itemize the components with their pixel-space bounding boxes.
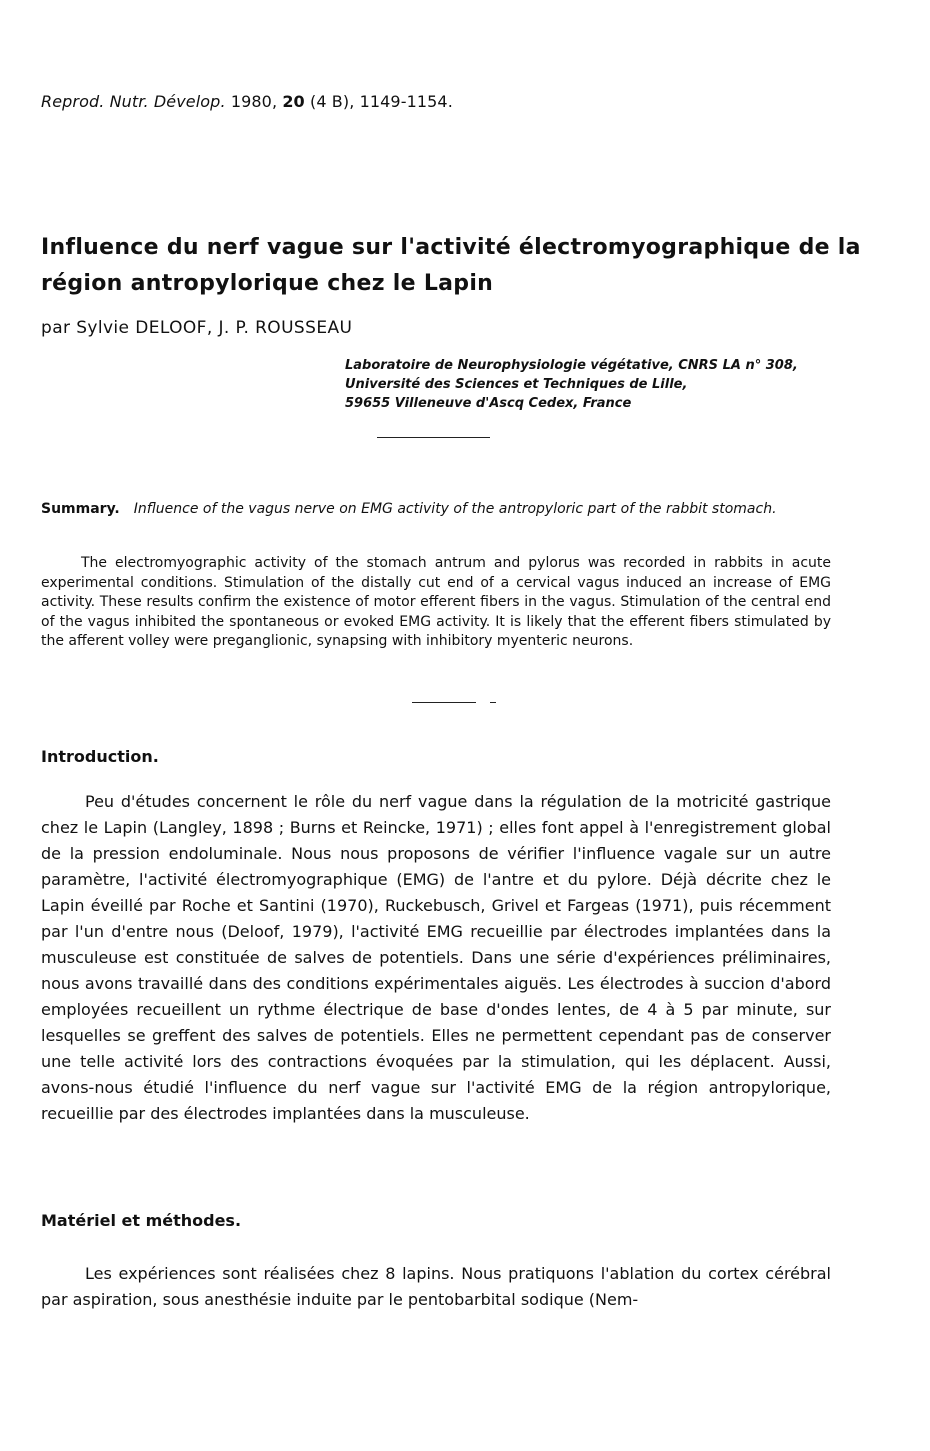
affiliation-line-1: Laboratoire de Neurophysiologie végétative, CNRS LA n° 308, [345,358,798,373]
journal-name: Reprod. Nutr. Dévelop. [41,92,226,111]
introduction-body: Peu d'études concernent le rôle du nerf vague dans la régulation de la motricité gastrique chez le Lapin (Langley, 1898 ; Burns et Reincke, 1971) ; elles font appel à l'enregistrement global de la pression endoluminale. Nous nous proposons de vérifier l'influence vagale sur un autre paramètre, l'activité électromyographique (EMG) de l'antre et du pylore. Déjà décrite chez le Lapin éveillé par Roche et Santini (1970), Ruckebusch, Grivel et Fargeas (1971), puis récemment par l'un d'entre nous (Deloof, 1979), l'activité EMG recueillie par électrodes implantées dans la musculeuse est constituée de salves de potentiels. Dans une série d'expériences préliminaires, nous avons travaillé dans des conditions expérimentales aiguës. Les électrodes à succion d'abord employées recueillent un rythme électrique de base d'ondes lentes, de 4 à 5 par minute, sur lesquelles se greffent des salves de potentiels. Elles ne permettent cependant pas de conserver une telle activité lors des contractions évoquées par la stimulation, qui les déplacent. Aussi, avons-nous étudié l'influence du nerf vague sur l'activité EMG de la région antropylorique, recueillie par des électrodes implantées dans la musculeuse. [41,792,831,1123]
separator-rule [412,702,476,703]
methods-body: Les expériences sont réalisées chez 8 lapins. Nous pratiquons l'ablation du cortex cérébral par aspiration, sous anesthésie induite par le pentobarbital sodique (Nem- [41,1264,831,1309]
affiliation [345,356,798,413]
section-heading-introduction: Introduction. [41,747,159,766]
summary-label: Summary. [41,501,120,517]
article-title: Influence du nerf vague sur l'activité électromyographique de la région antropylorique chez le Lapin [41,235,861,296]
authors-line: par Sylvie DELOOF, J. P. ROUSSEAU [41,318,353,338]
summary-english-title: Influence of the vagus nerve on EMG activity of the antropyloric part of the rabbit stomach. [133,501,777,517]
publication-year: 1980, [230,92,278,111]
citation-line [41,92,453,111]
issue-pages: (4 B), 1149-1154. [309,92,453,111]
affiliation-line-3: 59655 Villeneuve d'Ascq Cedex, France [345,396,632,411]
abstract-body: The electromyographic activity of the stomach antrum and pylorus was recorded in rabbits in acute experimental conditions. Stimulation of the distally cut end of a cervical vagus induced an increase of EMG activity. These results confirm the existence of motor efferent fibers in the vagus. Stimulation of the central end of the vagus inhibited the spontaneous or evoked EMG activity. It is likely that the efferent fibers stimulated by the afferent volley were preganglionic, synapsing with inhibitory myenteric neurons. [41,555,831,649]
separator-rule [490,702,496,703]
section-heading-methods: Matériel et méthodes. [41,1211,242,1230]
volume-number: 20 [282,92,305,111]
affiliation-line-2: Université des Sciences et Techniques de Lille, [345,377,688,392]
summary-heading [41,500,831,519]
separator-rule [377,437,490,438]
